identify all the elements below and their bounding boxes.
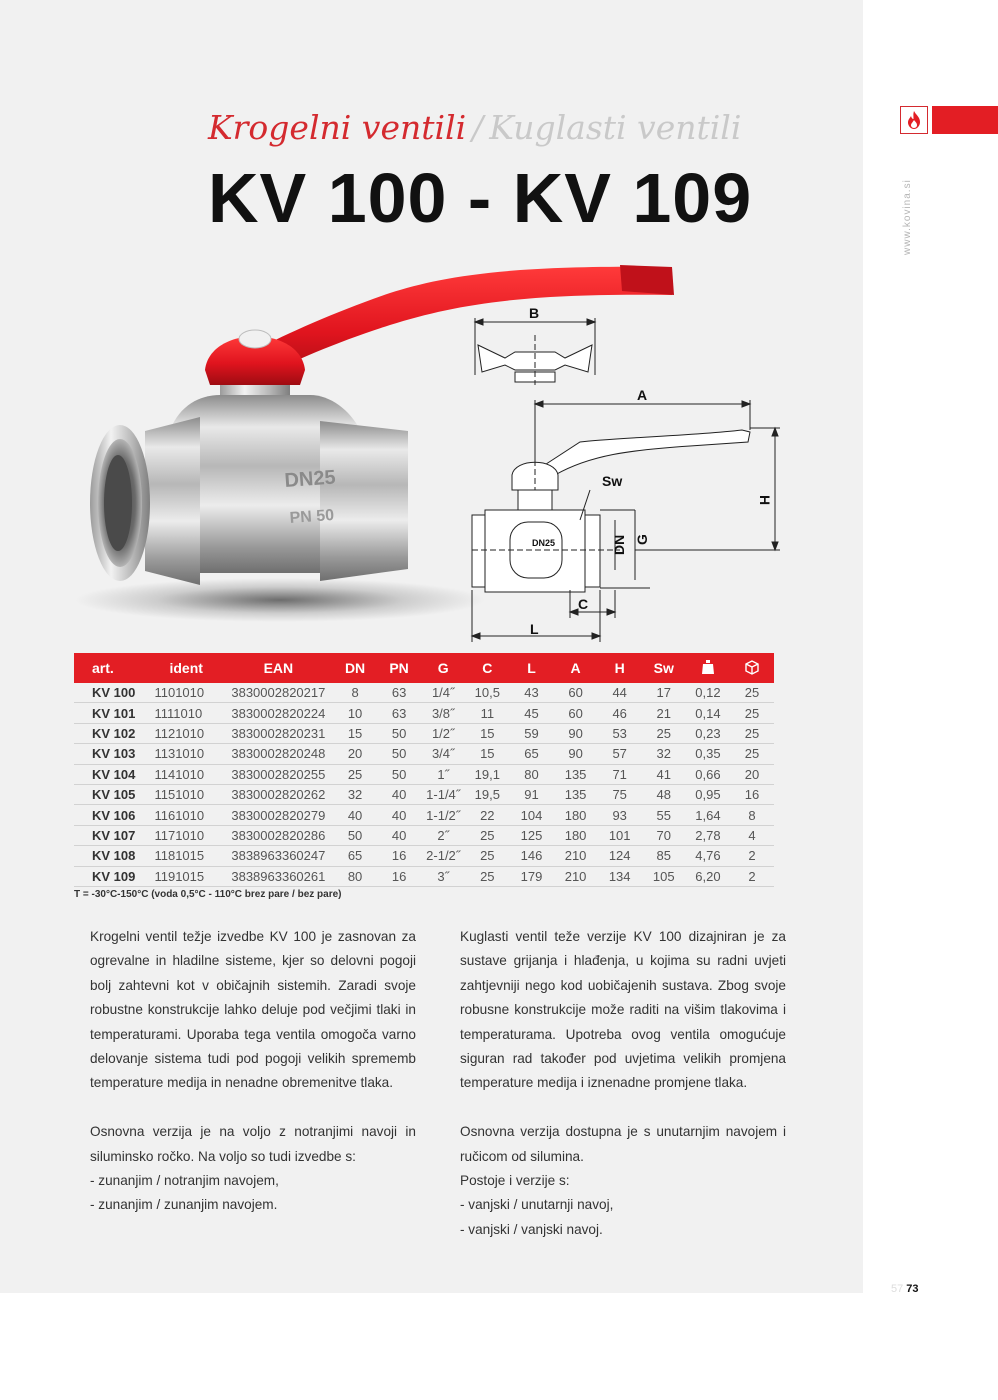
cell-art: KV 104	[74, 764, 151, 784]
col-header-g: G	[421, 653, 465, 683]
cell-package: 8	[730, 805, 774, 825]
cell-ean: 3830002820231	[224, 723, 333, 743]
table-row	[74, 744, 774, 764]
table-row	[74, 683, 774, 703]
table-row	[74, 784, 774, 804]
cell-l: 65	[509, 744, 553, 764]
table-row	[74, 703, 774, 723]
page-number	[891, 1283, 919, 1295]
variant-item: - zunanjim / notranjim navojem,	[90, 1173, 279, 1189]
cell-l: 45	[509, 703, 553, 723]
cell-h: 124	[598, 846, 642, 866]
cell-art: KV 106	[74, 805, 151, 825]
cell-l: 59	[509, 723, 553, 743]
cell-ident: 1101010	[151, 683, 223, 703]
category-badge	[900, 106, 928, 134]
cell-h: 57	[598, 744, 642, 764]
cell-pn: 16	[377, 866, 421, 886]
cell-ident: 1111010	[151, 703, 223, 723]
cell-sw: 17	[642, 683, 686, 703]
variant-item: - vanjski / vanjski navoj.	[460, 1221, 603, 1237]
col-header-dn: DN	[333, 653, 377, 683]
photo-marking-dn: DN25	[283, 466, 337, 492]
cell-art: KV 103	[74, 744, 151, 764]
cell-h: 71	[598, 764, 642, 784]
description-paragraph: Osnovna verzija dostupna je s unutarnjim navojem i ručicom od silumina.	[460, 1124, 786, 1164]
cell-dn: 10	[333, 703, 377, 723]
cell-l: 146	[509, 846, 553, 866]
table-row	[74, 825, 774, 845]
cell-c: 15	[465, 744, 509, 764]
cell-g: 3/8˝	[421, 703, 465, 723]
cell-g: 3˝	[421, 866, 465, 886]
cell-ean: 3838963360247	[224, 846, 333, 866]
cell-l: 80	[509, 764, 553, 784]
cell-sw: 21	[642, 703, 686, 723]
cell-ident: 1131010	[151, 744, 223, 764]
cell-h: 75	[598, 784, 642, 804]
cell-l: 179	[509, 866, 553, 886]
cell-pn: 40	[377, 784, 421, 804]
cell-art: KV 100	[74, 683, 151, 703]
cell-art: KV 108	[74, 846, 151, 866]
dim-label-g: G	[634, 534, 650, 545]
dim-label-b: B	[529, 305, 540, 321]
cell-weight: 1,64	[686, 805, 730, 825]
col-header-c: C	[465, 653, 509, 683]
cell-dn: 20	[333, 744, 377, 764]
specification-table	[74, 653, 774, 887]
cell-sw: 55	[642, 805, 686, 825]
cell-sw: 70	[642, 825, 686, 845]
temperature-note: T = -30°C-150°C (voda 0,5°C - 110°C brez pare / bez pare)	[74, 889, 342, 900]
cell-weight: 0,95	[686, 784, 730, 804]
cell-h: 134	[598, 866, 642, 886]
cell-c: 25	[465, 846, 509, 866]
cell-dn: 65	[333, 846, 377, 866]
description-line: Postoje i verzije s:	[460, 1173, 570, 1189]
cell-a: 90	[554, 744, 598, 764]
cell-a: 180	[554, 805, 598, 825]
subtitle-separator: /	[472, 108, 484, 147]
cell-dn: 15	[333, 723, 377, 743]
cell-l: 43	[509, 683, 553, 703]
page-title: KV 100 - KV 109	[208, 159, 753, 237]
cell-art: KV 109	[74, 866, 151, 886]
table-row	[74, 764, 774, 784]
cell-ean: 3830002820248	[224, 744, 333, 764]
cell-a: 60	[554, 703, 598, 723]
cell-package: 25	[730, 683, 774, 703]
cell-art: KV 105	[74, 784, 151, 804]
subtitle-croatian: Kuglasti ventili	[489, 108, 742, 147]
cell-weight: 0,14	[686, 703, 730, 723]
cell-a: 90	[554, 723, 598, 743]
dim-label-dn: DN	[611, 534, 627, 555]
col-header-pn: PN	[377, 653, 421, 683]
cell-ean: 3830002820279	[224, 805, 333, 825]
col-header-art: art.	[74, 653, 151, 683]
dim-label-sw: Sw	[602, 473, 623, 489]
cell-ean: 3830002820286	[224, 825, 333, 845]
cell-package: 25	[730, 703, 774, 723]
dim-label-l: L	[530, 621, 539, 637]
cell-dn: 8	[333, 683, 377, 703]
table-header-row	[74, 653, 774, 683]
cell-h: 53	[598, 723, 642, 743]
cell-g: 1˝	[421, 764, 465, 784]
dim-label-a: A	[637, 387, 648, 403]
page-subtitle	[208, 108, 741, 147]
cell-a: 135	[554, 784, 598, 804]
current-page-number: 73	[906, 1283, 919, 1295]
dimension-drawing	[460, 300, 790, 645]
cell-l: 125	[509, 825, 553, 845]
cell-a: 60	[554, 683, 598, 703]
cell-l: 91	[509, 784, 553, 804]
cell-package: 4	[730, 825, 774, 845]
cell-package: 2	[730, 866, 774, 886]
col-header-ident: ident	[151, 653, 223, 683]
dim-label-h: H	[757, 495, 773, 506]
cell-c: 25	[465, 866, 509, 886]
description-slovenian	[90, 925, 416, 1218]
cell-a: 180	[554, 825, 598, 845]
cell-pn: 50	[377, 764, 421, 784]
description-croatian	[460, 925, 786, 1242]
table-row	[74, 805, 774, 825]
col-header-package	[730, 653, 774, 683]
cell-pn: 50	[377, 744, 421, 764]
cell-package: 20	[730, 764, 774, 784]
cell-ean: 3830002820224	[224, 703, 333, 723]
cell-package: 25	[730, 744, 774, 764]
cell-dn: 80	[333, 866, 377, 886]
cell-c: 25	[465, 825, 509, 845]
cell-sw: 32	[642, 744, 686, 764]
cell-art: KV 102	[74, 723, 151, 743]
cell-sw: 105	[642, 866, 686, 886]
cell-dn: 50	[333, 825, 377, 845]
cell-c: 22	[465, 805, 509, 825]
description-paragraph: Kuglasti ventil teže verzije KV 100 dizajniran je za sustave grijanja i hlađenja, u kojima su radni uvjeti zahtjevniji nego kod uobičajenih sustava. Zbog svoje robusne konstrukcije može raditi na višim tlakovima i temperaturama. Upotreba ovog ventila omogućuje siguran rad također pod uvjetima velikih promjena temperature medija i iznenadne promjene tlaka.	[460, 929, 786, 1091]
cell-weight: 4,76	[686, 846, 730, 866]
cell-sw: 85	[642, 846, 686, 866]
cell-g: 1-1/2˝	[421, 805, 465, 825]
cell-weight: 0,35	[686, 744, 730, 764]
cell-dn: 40	[333, 805, 377, 825]
cell-g: 2-1/2˝	[421, 846, 465, 866]
cell-art: KV 107	[74, 825, 151, 845]
col-header-weight	[686, 653, 730, 683]
cell-sw: 48	[642, 784, 686, 804]
cell-weight: 2,78	[686, 825, 730, 845]
weight-icon	[701, 659, 715, 675]
description-paragraph: Osnovna verzija je na voljo z notranjimi navoji in siluminsko ročko. Na voljo so tudi izvedbe s:	[90, 1124, 416, 1164]
dim-label-c: C	[578, 596, 589, 612]
cell-art: KV 101	[74, 703, 151, 723]
description-paragraph: Krogelni ventil težje izvedbe KV 100 je zasnovan za ogrevalne in hladilne sisteme, kjer so delovni pogoji bolj zahtevni kot v običajnih sistemih. Zaradi svoje robustne konstrukcije lahko deluje pod večjimi tlaki in temperaturami. Uporaba tega ventila omogoča varno delovanje sistema tudi pod pogoji velikih sprememb temperature medija in nenadne obremenitve tlaka.	[90, 929, 416, 1091]
cell-c: 19,1	[465, 764, 509, 784]
table-row	[74, 866, 774, 886]
table-row	[74, 723, 774, 743]
cell-h: 46	[598, 703, 642, 723]
cell-g: 2˝	[421, 825, 465, 845]
package-box-icon	[744, 659, 760, 675]
cell-weight: 0,23	[686, 723, 730, 743]
cell-c: 15	[465, 723, 509, 743]
col-header-a: A	[554, 653, 598, 683]
flame-icon	[901, 107, 927, 133]
cell-ident: 1171010	[151, 825, 223, 845]
cell-h: 93	[598, 805, 642, 825]
cell-pn: 40	[377, 805, 421, 825]
cell-ean: 3830002820217	[224, 683, 333, 703]
col-header-l: L	[509, 653, 553, 683]
cell-pn: 16	[377, 846, 421, 866]
cell-c: 10,5	[465, 683, 509, 703]
previous-page-number: 57	[891, 1283, 904, 1295]
cell-weight: 0,12	[686, 683, 730, 703]
variant-item: - zunanjim / zunanjim navojem.	[90, 1197, 278, 1213]
cell-dn: 32	[333, 784, 377, 804]
cell-g: 3/4˝	[421, 744, 465, 764]
cell-ident: 1161010	[151, 805, 223, 825]
table-row	[74, 846, 774, 866]
cell-ident: 1121010	[151, 723, 223, 743]
cell-c: 19,5	[465, 784, 509, 804]
cell-a: 135	[554, 764, 598, 784]
cell-package: 25	[730, 723, 774, 743]
cell-l: 104	[509, 805, 553, 825]
cell-g: 1-1/4˝	[421, 784, 465, 804]
cell-pn: 50	[377, 723, 421, 743]
website-url: www.kovina.si	[902, 179, 913, 255]
cell-weight: 0,66	[686, 764, 730, 784]
col-header-h: H	[598, 653, 642, 683]
cell-ident: 1191015	[151, 866, 223, 886]
cell-sw: 25	[642, 723, 686, 743]
table-body	[74, 683, 774, 886]
cell-ident: 1151010	[151, 784, 223, 804]
cell-ean: 3838963360261	[224, 866, 333, 886]
cell-g: 1/2˝	[421, 723, 465, 743]
variant-item: - vanjski / unutarnji navoj,	[460, 1197, 614, 1213]
col-header-sw: Sw	[642, 653, 686, 683]
cell-h: 101	[598, 825, 642, 845]
cell-weight: 6,20	[686, 866, 730, 886]
subtitle-slovenian: Krogelni ventili	[208, 108, 467, 147]
cell-package: 16	[730, 784, 774, 804]
cell-g: 1/4˝	[421, 683, 465, 703]
cell-ident: 1181015	[151, 846, 223, 866]
cell-ean: 3830002820255	[224, 764, 333, 784]
cell-pn: 63	[377, 683, 421, 703]
drawing-body-marking: DN25	[532, 538, 556, 548]
cell-package: 2	[730, 846, 774, 866]
cell-pn: 63	[377, 703, 421, 723]
cell-h: 44	[598, 683, 642, 703]
cell-ean: 3830002820262	[224, 784, 333, 804]
cell-a: 210	[554, 846, 598, 866]
photo-marking-pn: PN 50	[289, 506, 335, 527]
cell-sw: 41	[642, 764, 686, 784]
cell-pn: 40	[377, 825, 421, 845]
cell-a: 210	[554, 866, 598, 886]
cell-ident: 1141010	[151, 764, 223, 784]
col-header-ean: EAN	[224, 653, 333, 683]
cell-dn: 25	[333, 764, 377, 784]
section-tab	[932, 106, 998, 134]
cell-c: 11	[465, 703, 509, 723]
